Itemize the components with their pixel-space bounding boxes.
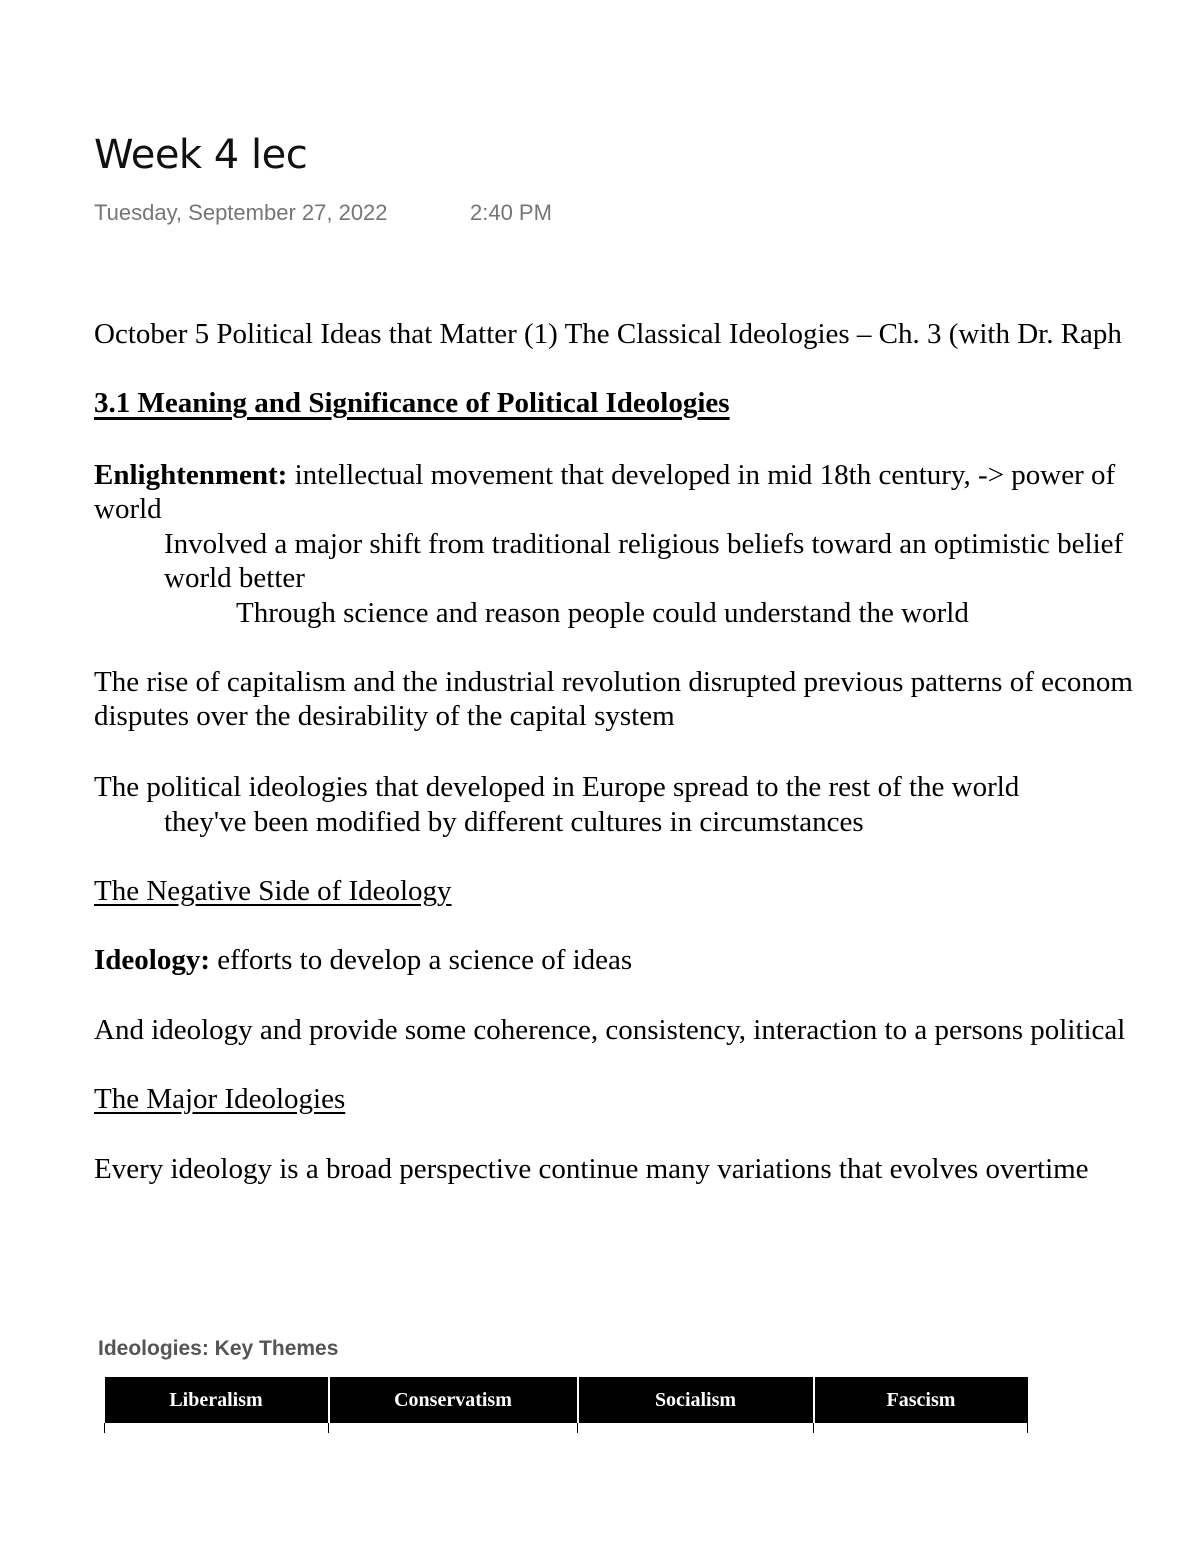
ideology-paragraph xyxy=(94,943,632,977)
ideology-definition: efforts to develop a science of ideas xyxy=(210,944,633,976)
column-header-conservatism: Conservatism xyxy=(329,1377,578,1423)
table-row xyxy=(105,1423,1028,1433)
enlightenment-continuation: world xyxy=(94,493,162,525)
column-header-liberalism: Liberalism xyxy=(105,1377,329,1423)
page-time: 2:40 PM xyxy=(470,200,552,225)
schedule-date-text: October 5 Political Ideas that Matter (1) The Classical Ideologies – Ch. 3 (with Dr. Raph xyxy=(94,318,1122,350)
table-cell xyxy=(578,1423,814,1433)
table-caption: Ideologies: Key Themes xyxy=(98,1337,339,1360)
section-heading-3-1 xyxy=(94,386,730,420)
modified-line: they've been modified by different cultures in circumstances xyxy=(164,806,864,838)
table-cell xyxy=(105,1423,329,1433)
coherence-line: And ideology and provide some coherence, consistency, interaction to a persons political xyxy=(94,1014,1126,1046)
negative-side-heading: The Negative Side of Ideology xyxy=(94,875,452,907)
column-header-fascism: Fascism xyxy=(814,1377,1028,1423)
key-themes-table xyxy=(104,1377,1028,1433)
science-line: Through science and reason people could understand the world xyxy=(236,597,969,629)
table-header-row xyxy=(105,1377,1028,1423)
capitalism-line-2: disputes over the desirability of the capital system xyxy=(94,700,675,732)
every-ideology-line: Every ideology is a broad perspective continue many variations that evolves overtime xyxy=(94,1153,1089,1185)
ideology-term: Ideology: xyxy=(94,944,210,976)
shift-line-1: Involved a major shift from traditional religious beliefs toward an optimistic belief xyxy=(164,528,1124,560)
column-header-socialism: Socialism xyxy=(578,1377,814,1423)
enlightenment-paragraph xyxy=(94,458,1115,492)
page-date: Tuesday, September 27, 2022 xyxy=(94,200,388,225)
major-ideologies-heading: The Major Ideologies xyxy=(94,1083,346,1115)
table-cell xyxy=(814,1423,1028,1433)
schedule-line xyxy=(94,318,1122,351)
page-title: Week 4 lec xyxy=(94,132,308,178)
spread-line: The political ideologies that developed in Europe spread to the rest of the world xyxy=(94,771,1020,803)
enlightenment-definition: intellectual movement that developed in mid 18th century, -> power of xyxy=(287,459,1116,491)
table-cell xyxy=(329,1423,578,1433)
section-heading-3-1-text: 3.1 Meaning and Significance of Political Ideologies xyxy=(94,387,730,419)
enlightenment-term: Enlightenment: xyxy=(94,459,288,491)
capitalism-line-1: The rise of capitalism and the industrial revolution disrupted previous patterns of econom xyxy=(94,666,1133,698)
shift-line-2: world better xyxy=(164,562,305,594)
